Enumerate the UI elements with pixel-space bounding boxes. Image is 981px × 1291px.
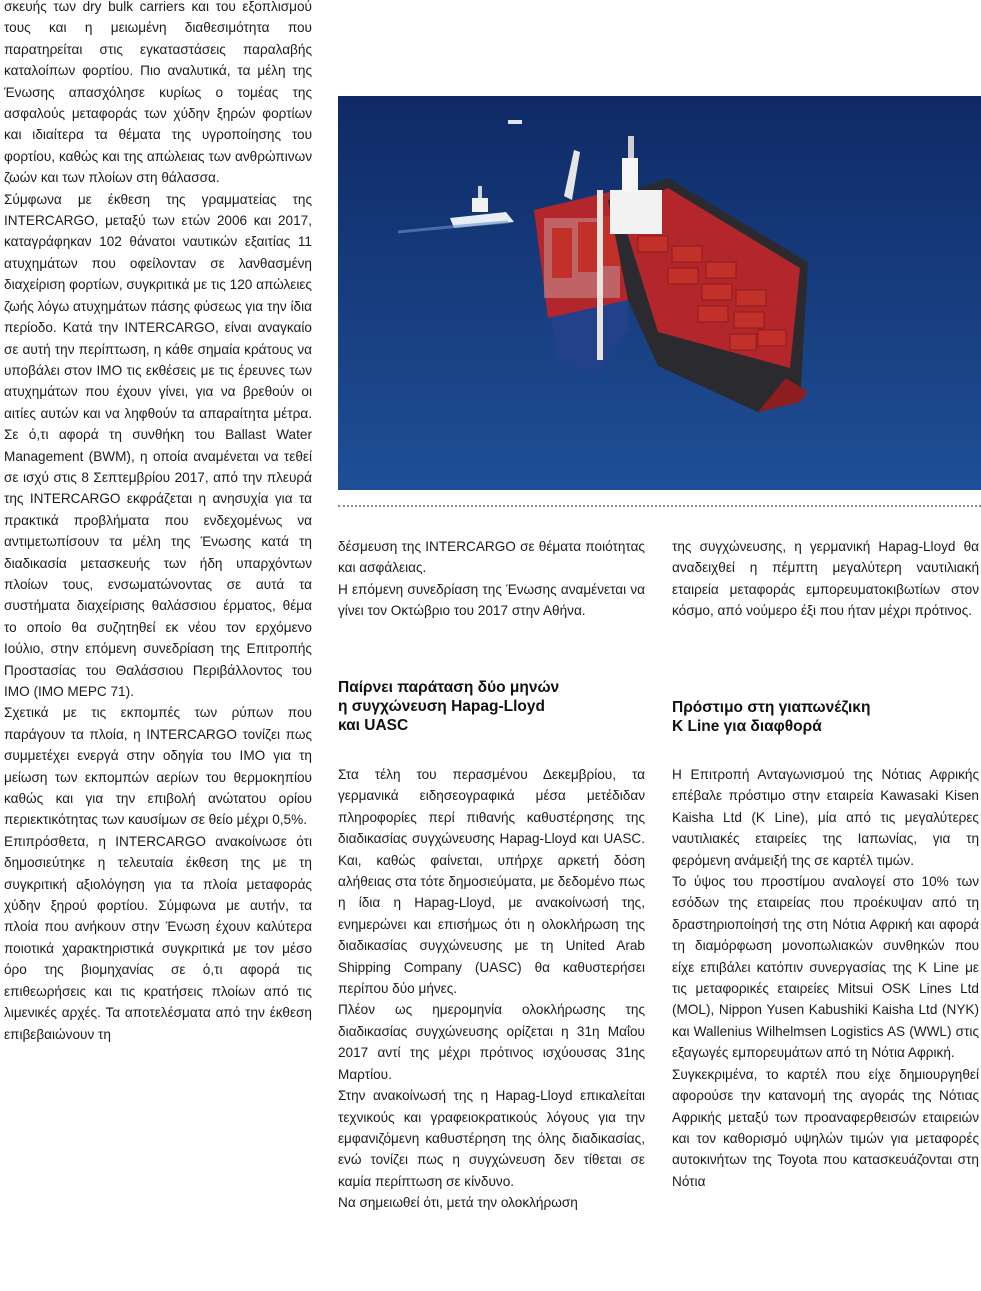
middle-paragraph-2: Πλέον ως ημερομηνία ολοκλήρωσης της διαδικασίας συγχώνευσης ορίζεται η 31η Μαΐου 2017 αντί της μέχρι πρότινος ισχύουσας 31ης Μαρτίου.: [338, 1002, 645, 1082]
left-paragraph-3: Σχετικά με τις εκπομπές των ρύπων που παράγουν τα πλοία, η INTERCARGO τονίζει πως συμμετέχει ενεργά στην οδηγία του IMO για τη μείωση των εκπομπών αερίων του θερμοκηπίου καθώς και για την επιβολή ανώτατου ορίου περιεκτικότητας των καυσίμων σε θείο μέχρι 0,5%.: [4, 705, 312, 828]
heading-line: η συγχώνευση Hapag-Lloyd: [338, 698, 545, 715]
middle-paragraph-4: Να σημειωθεί ότι, μετά την ολοκλήρωση: [338, 1195, 578, 1211]
left-paragraph-1: σκευής των dry bulk carriers και του εξοπλισμού τους και η μειωμένη διαθεσιμότητα που παρατηρείται στις εγκαταστάσεις παραλαβής καταλοίπων φορτίου. Πιο αναλυτικά, τα μέλη της Ένωσης απασχόλησε κυρίως ο τομέας της ασφαλούς μεταφοράς των χύδην ξηρών φορτίων και ιδιαίτερα τα θέματα της υγροποίησης του φορτίου, καθώς και της απώλειας των ανθρώπινων ζωών και των πλοίων στη θάλασσα.: [4, 0, 312, 186]
right-column-body: [672, 764, 979, 1192]
middle-column-body: [338, 764, 645, 1214]
left-article-column: [4, 0, 312, 1045]
middle-paragraph-3: Στην ανακοίνωσή της η Hapag-Lloyd επικαλείται τεχνικούς και γραφειοκρατικούς λόγους για την εμφανιζόμενη καθυστέρηση της όλης διαδικασίας, ενώ τονίζει πως η συγχώνευση δεν τίθεται σε καμία περίπτωση σε κίνδυνο.: [338, 1088, 645, 1189]
right-column-top: [672, 536, 979, 622]
left-paragraph-4: Επιπρόσθετα, η INTERCARGO ανακοίνωσε ότι δημοσιεύτηκε η τελευταία έκθεση της με τη συγκριτική αξιολόγηση για τα πλοία μεταφοράς χύδην ξηρού φορτίου. Σύμφωνα με αυτήν, τα πλοία που ανήκουν στην Ένωση έχουν καλύτερα ποιοτικά χαρακτηριστικά συγκριτικά με τον μέσο όρο της βιομηχανίας σε ό,τι αφορά τις επιθεωρήσεις και τις κρατήσεις πλοίων από τις λιμενικές αρχές. Τα αποτελέσματα από την έκθεση επιβεβαιώνουν τη: [4, 833, 312, 1042]
heading-line: Πρόστιμο στη γιαπωνέζικη: [672, 699, 871, 716]
right-paragraph-1: Η Επιτροπή Ανταγωνισμού της Νότιας Αφρικής επέβαλε πρόστιμο στην εταιρεία Kawasaki Kisen Kaisha Ltd (K Line), μία από τις μεγαλύτερες ναυτιλιακές εταιρείες της Ιαπωνίας, για τη φερόμενη ανάμειξή της σε καρτέλ τιμών.: [672, 767, 979, 868]
middle-column-top: [338, 536, 645, 622]
middle-paragraph-1: Στα τέλη του περασμένου Δεκεμβρίου, τα γερμανικά ειδησεογραφικά μέσα μετέδιδαν πληροφορίες περί πιθανής καθυστέρησης της διαδικασίας συγχώνευσης Hapag-Lloyd και UASC. Και, καθώς φαίνεται, υπήρχε αρκετή δόση αλήθειας στα τότε δημοσιεύματα, με δεδομένο πως η ίδια η Hapag-Lloyd, με ανακοίνωσή της, ενημερώνει και επισήμως ότι η ολοκλήρωση της διαδικασίας συγχώνευσης με τη United Arab Shipping Company (UASC) θα καθυστερήσει περίπου δύο μήνες.: [338, 767, 645, 997]
right-paragraph-2: Το ύψος του προστίμου αναλογεί στο 10% των εσόδων της εταιρείας που προέκυψαν από τη δραστηριοποίησή της στη Νότια Αφρική και αφορά τη διαμόρφωση μονοπωλιακών συνθηκών που είχε επιβάλει κατόπιν συνεργασίας της K Line με τις μεταφορικές εταιρείες Mitsui OSK Lines Ltd (MOL), Nippon Yusen Kabushiki Kaisha Ltd (NYK) και Wallenius Wilhelmsen Logistics AS (WWL) στις εξαγωγές εμπορευμάτων από τη Νότια Αφρική.: [672, 874, 979, 1061]
hapag-lloyd-heading: [338, 678, 645, 735]
middle-top-paragraph-1: δέσμευση της INTERCARGO σε θέματα ποιότητας και ασφάλειας.: [338, 539, 645, 576]
cargo-ship-photo: [338, 0, 981, 490]
heading-line: και UASC: [338, 717, 409, 734]
heading-line: Παίρνει παράταση δύο μηνών: [338, 679, 560, 696]
middle-top-paragraph-2: Η επόμενη συνεδρίαση της Ένωσης αναμένεται να γίνει τον Οκτώβριο του 2017 στην Αθήνα.: [338, 581, 645, 619]
section-divider: [338, 505, 981, 507]
right-top-paragraph-1: της συγχώνευσης, η γερμανική Hapag-Lloyd θα αναδειχθεί η πέμπτη μεγαλύτερη ναυτιλιακή εταιρεία μεταφοράς εμπορευματοκιβωτίων στον κόσμο, από νούμερο έξι που ήταν μέχρι πρότινος.: [672, 539, 979, 619]
left-paragraph-2: Σύμφωνα με έκθεση της γραμματείας της INTERCARGO, μεταξύ των ετών 2006 και 2017, καταγράφηκαν 102 θάνατοι ναυτικών εξαιτίας 11 ατυχημάτων που οφείλονταν σε λανθασμένη διαχείριση φορτίων, συγκριτικά με τις 120 απώλειες ζωής λόγω ατυχημάτων πάσης φύσεως για την ίδια περίοδο. Κατά την INTERCARGO, είναι αναγκαίο σε αυτή την περίπτωση, η κάθε σημαία κράτους να υποβάλει στον IMO τις εκθέσεις με τις έρευνες των ατυχημάτων που έχουν γίνει, για να βρεθούν οι αιτίες αυτών και να ληφθούν τα απαραίτητα μέτρα. Σε ό,τι αφορά τη συνθήκη του Ballast Water Management (BWM), η οποία αναμένεται να τεθεί σε ισχύ στις 8 Σεπτεμβρίου 2017, από την πλευρά της INTERCARGO εκφράζεται η ανησυχία για τα πρακτικά προβλήματα που ενδεχομένως να αντιμετωπίσουν τα μέλη της Ένωσης κατά τη διαδικασία μετασκευής των ήδη υπαρχόντων πλοίων τους, ενσωματώνοντας σε αυτά τα συστήματα διαχείρισης θαλάσσιου έρματος, θέμα το οποίο θα συζητηθεί εκ νέου τον ερχόμενο Ιούλιο, στην επόμενη συνεδρίαση της Επιτροπής Προστασίας του Θαλάσσιου Περιβάλλοντος του IMO (IMO MEPC 71).: [4, 191, 312, 699]
right-paragraph-3: Συγκεκριμένα, το καρτέλ που είχε δημιουργηθεί αφορούσε την κατανομή της αγοράς της Νότιας Αφρικής μεταξύ των προαναφερθεισών εταιρειών και τον καθορισμό υψηλών τιμών για μεταφορές αυτοκινήτων της Toyota που κατασκευάζονται στη Νότια: [672, 1066, 979, 1189]
heading-line: K Line για διαφθορά: [672, 718, 822, 735]
k-line-heading: [672, 698, 979, 736]
